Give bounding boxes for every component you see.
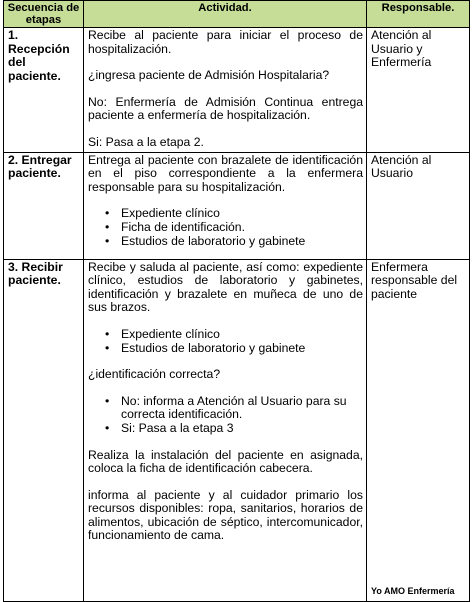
table-row — [4, 152, 470, 259]
activity-cell — [84, 28, 367, 153]
activity-paragraph: ¿identificación correcta? — [88, 367, 221, 382]
document-list — [88, 328, 363, 355]
stage-cell: 2. Entregar paciente. — [4, 152, 84, 259]
activity-paragraph: informa al paciente y al cuidador primario los recursos disponibles: ropa, sanitarios, horarios de alimentos, ubicación de séptico, intercomunicador, funcionamiento de cama. — [88, 487, 363, 543]
activity-paragraph: Entrega al paciente con brazalete de identificación en el piso correspondiente a la enfermera responsable para su hospitalización. — [88, 152, 363, 194]
header-responsible: Responsable. — [367, 1, 470, 28]
stage-cell: 1. Recepción del paciente. — [4, 28, 84, 153]
list-item: • Si: Pasa a la etapa 3 — [121, 422, 363, 436]
activity-paragraph: Si: Pasa a la etapa 2. — [88, 134, 204, 149]
list-item: • No: informa a Atención al Usuario para su correcta identificación. — [121, 395, 363, 422]
header-activity: Actividad. — [84, 1, 367, 28]
stage-cell: 3. Recibir paciente. — [4, 259, 84, 601]
table-row — [4, 28, 470, 153]
table-row — [4, 259, 470, 601]
list-item: • Estudios de laboratorio y gabinete — [121, 235, 363, 249]
document-list — [88, 207, 363, 248]
activity-cell — [84, 152, 367, 259]
activity-paragraph: Recibe y saluda al paciente, así como: expediente clínico, estudios de laboratorio y gabinetes, identificación y brazalete en muñeca de uno de sus brazos. — [88, 259, 363, 315]
list-item: • Expediente clínico — [121, 207, 363, 221]
footer-watermark: Yo AMO Enfermería — [371, 586, 455, 597]
header-row — [4, 1, 470, 28]
responsible-cell: Atención al Usuario — [367, 152, 470, 259]
activity-paragraph: ¿ingresa paciente de Admisión Hospitalaria? — [88, 68, 330, 83]
list-item: • Expediente clínico — [121, 328, 363, 342]
activity-paragraph: Realiza la instalación del paciente en asignada, coloca la ficha de identificación cabecera. — [88, 447, 363, 476]
header-stage: Secuencia de etapas — [4, 1, 84, 28]
list-item: • Estudios de laboratorio y gabinete — [121, 342, 363, 356]
responsible-cell: Atención al Usuario y Enfermería — [367, 28, 470, 153]
procedure-table — [3, 0, 470, 602]
activity-cell — [84, 259, 367, 601]
responsible-text: Enfermera responsable del paciente — [371, 259, 458, 301]
activity-paragraph: No: Enfermería de Admisión Continua entrega paciente a enfermería de hospitalización. — [88, 94, 363, 123]
list-item: • Ficha de identificación. — [121, 221, 363, 235]
activity-paragraph: Recibe al paciente para iniciar el proceso de hospitalización. — [88, 28, 363, 56]
answer-list — [88, 395, 363, 436]
responsible-cell — [367, 259, 470, 601]
